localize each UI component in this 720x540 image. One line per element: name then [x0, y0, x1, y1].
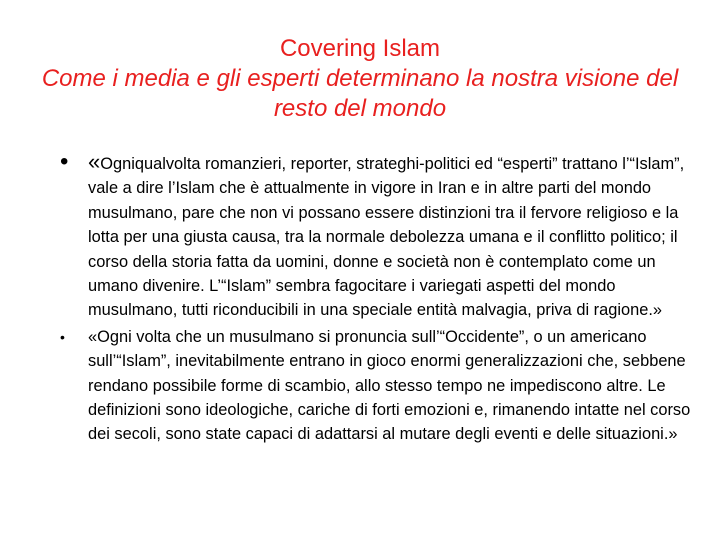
bullet-item-quote-1	[0, 150, 720, 323]
open-quote: «	[88, 149, 101, 174]
bullet-list	[0, 150, 720, 447]
bullet-item-quote-2	[0, 325, 720, 447]
bullet-text: «Ogni volta che un musulmano si pronuncia sull’“Occidente”, o un americano sull’“Islam”, inevitabilmente entrano in gioco enormi generalizzazioni che, sebbene rendano possibile forme di scambio, allo stesso tempo ne impediscono altre. Le definizioni sono ideologiche, cariche di forti emozioni e, rimanendo intatte nel corso dei secoli, sono state capaci di adattarsi al mutare degli eventi e delle situazioni.»	[88, 327, 691, 444]
bullet-text: Ogniqualvolta romanzieri, reporter, strateghi-politici ed “esperti” trattano l’“Islam”, vale a dire l’Islam che è attualmente in vigore in Iran e in altre parti del mondo musulmano, pare che non vi possano essere distinzioni tra il fervore religioso e la lotta per una giusta causa, tra la normale debolezza umana e il conflitto politico; il corso della storia fatta da uomini, donne e società non è contemplato come un umano divenire. L’“Islam” sembra fagocitare i variegati aspetti del mondo musulmano, tutti riconducibili in una speciale entità malvagia, priva di ragione.»	[88, 155, 685, 320]
slide-title	[0, 34, 720, 124]
bullet-marker: •	[60, 148, 69, 175]
title-main: Covering Islam	[279, 35, 441, 62]
bullet-marker: •	[60, 328, 65, 345]
title-subtitle: Come i media e gli esperti determinano la nostra visione del resto del mondo	[41, 65, 679, 122]
